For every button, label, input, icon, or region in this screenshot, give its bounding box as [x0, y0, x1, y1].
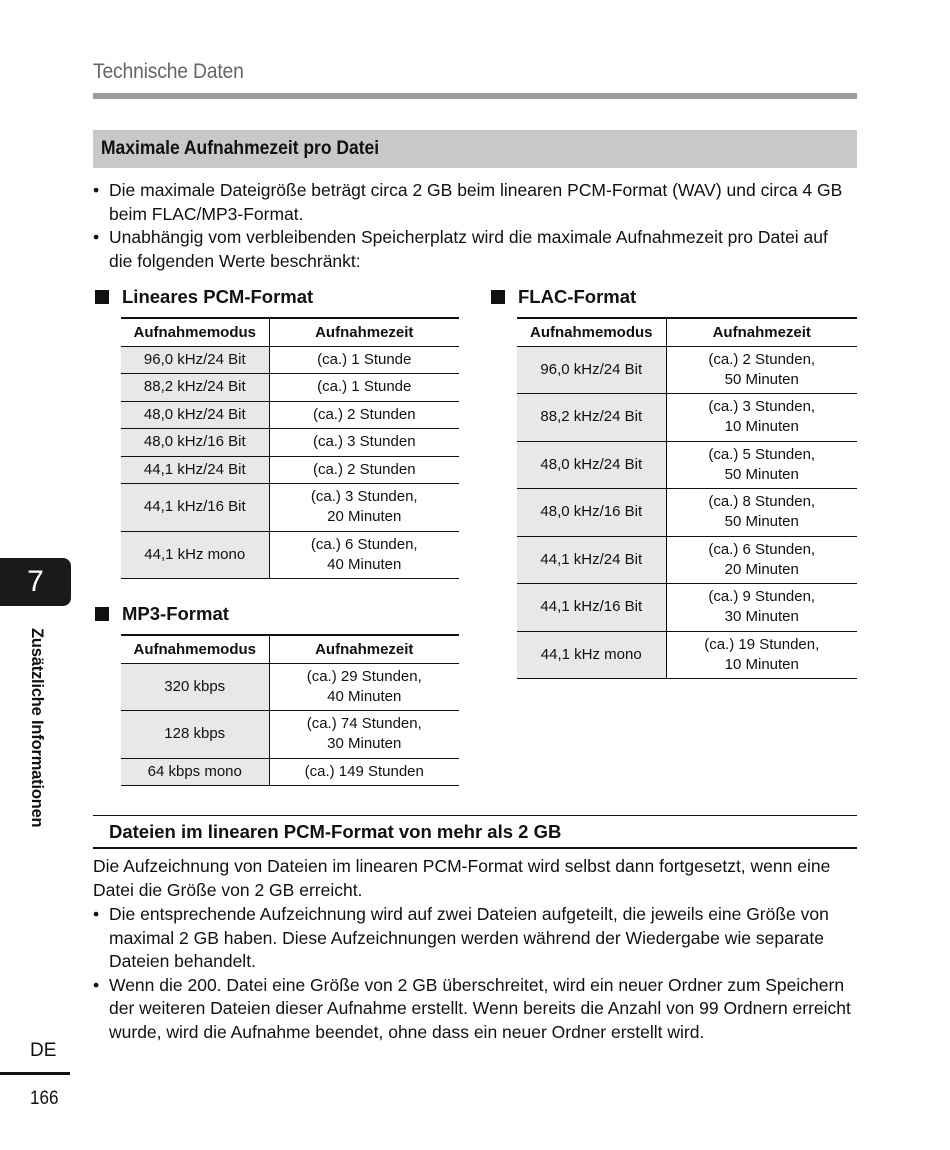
flac-table	[517, 317, 857, 679]
time-line-1: (ca.) 29 Stunden,	[306, 667, 422, 685]
mode-cell: 44,1 kHz mono	[517, 631, 666, 679]
chapter-label-text: Zusätzliche Informationen	[28, 628, 46, 828]
subsection-title: Dateien im linearen PCM-Format von mehr als 2 GB	[109, 820, 562, 842]
time-cell: (ca.) 1 Stunde	[269, 346, 459, 374]
time-cell	[666, 536, 857, 584]
time-line-1: (ca.) 74 Stunden,	[306, 715, 422, 733]
mp3-table	[121, 634, 459, 786]
time-cell	[666, 631, 857, 679]
mp3-heading	[95, 603, 229, 625]
section-title: Maximale Aufnahmezeit pro Datei	[101, 138, 380, 159]
time-line-1: (ca.) 8 Stunden,	[708, 493, 816, 511]
flac-heading-text: FLAC-Format	[518, 286, 637, 307]
pcm-heading-text: Lineares PCM-Format	[122, 286, 314, 307]
table-row	[121, 401, 459, 429]
header-rule	[93, 93, 857, 99]
subsection-heading	[93, 815, 857, 849]
time-cell	[269, 484, 459, 532]
time-cell	[666, 489, 857, 537]
intro-bullet-list	[93, 179, 853, 273]
time-cell	[269, 531, 459, 579]
table-row	[121, 429, 459, 457]
table-row	[517, 441, 857, 489]
page-title: Technische Daten	[93, 60, 244, 83]
time-line-2: 20 Minuten	[724, 560, 799, 578]
table-row	[517, 584, 857, 632]
time-line-1: (ca.) 6 Stunden,	[708, 540, 816, 558]
mode-cell: 88,2 kHz/24 Bit	[517, 394, 666, 442]
column-header-time: Aufnahmezeit	[269, 635, 459, 663]
table-row	[121, 346, 459, 374]
mode-cell: 88,2 kHz/24 Bit	[121, 374, 269, 402]
time-line-1: (ca.) 2 Stunden,	[708, 350, 816, 368]
time-cell	[269, 663, 459, 711]
time-line-2: 30 Minuten	[724, 608, 799, 626]
time-line-2: 40 Minuten	[327, 687, 402, 705]
chapter-tab	[0, 558, 71, 606]
time-line-1: (ca.) 19 Stunden,	[704, 635, 820, 653]
language-label: DE	[30, 1040, 57, 1061]
table-row	[121, 711, 459, 759]
section-heading	[93, 130, 857, 168]
column-header-mode: Aufnahmemodus	[517, 318, 666, 346]
time-line-1: (ca.) 3 Stunden,	[310, 488, 418, 506]
table-row	[121, 374, 459, 402]
time-cell	[666, 584, 857, 632]
time-cell: (ca.) 2 Stunden	[269, 401, 459, 429]
table-row	[121, 456, 459, 484]
subsection-body	[93, 855, 853, 902]
mode-cell: 96,0 kHz/24 Bit	[121, 346, 269, 374]
mode-cell: 320 kbps	[121, 663, 269, 711]
intro-paragraph: Die Aufzeichnung von Dateien im linearen PCM-Format wird selbst dann fortgesetzt, wenn eine Datei die Größe von 2 GB erreicht.	[93, 856, 831, 900]
time-line-1: (ca.) 6 Stunden,	[310, 535, 418, 553]
column-header-mode: Aufnahmemodus	[121, 635, 269, 663]
bullet-item: • Wenn die 200. Datei eine Größe von 2 GB überschreitet, wird ein neuer Ordner zum Speichern der weiteren Dateien dieser Aufnahme erstellt. Wenn bereits die Anzahl von 99 Ordnern erreicht wurde, wird die Aufnahme beendet, ohne dass ein neuer Ordner erstellt wird.	[93, 974, 853, 1045]
column-header-time: Aufnahmezeit	[269, 318, 459, 346]
flac-heading	[491, 286, 636, 308]
subsection-bullet-list	[93, 903, 853, 1044]
table-row	[121, 531, 459, 579]
table-row	[121, 758, 459, 786]
time-cell	[666, 346, 857, 394]
time-line-2: 50 Minuten	[724, 513, 799, 531]
time-line-2: 20 Minuten	[327, 508, 402, 526]
time-line-2: 50 Minuten	[724, 370, 799, 388]
time-line-2: 10 Minuten	[724, 418, 799, 436]
mode-cell: 128 kbps	[121, 711, 269, 759]
pcm-heading	[95, 286, 313, 308]
mode-cell: 44,1 kHz/16 Bit	[517, 584, 666, 632]
footer-rule	[0, 1072, 70, 1075]
mode-cell: 96,0 kHz/24 Bit	[517, 346, 666, 394]
mode-cell: 64 kbps mono	[121, 758, 269, 786]
mode-cell: 48,0 kHz/24 Bit	[121, 401, 269, 429]
bullet-item: • Unabhängig vom verbleibenden Speicherplatz wird die maximale Aufnahmezeit pro Datei auf die folgenden Werte beschränkt:	[93, 226, 853, 273]
time-cell	[666, 394, 857, 442]
mp3-heading-text: MP3-Format	[122, 603, 229, 624]
column-header-mode: Aufnahmemodus	[121, 318, 269, 346]
page-header	[93, 60, 857, 99]
table-row	[517, 394, 857, 442]
time-line-2: 10 Minuten	[724, 655, 799, 673]
time-cell: (ca.) 1 Stunde	[269, 374, 459, 402]
page-number: 166	[30, 1088, 59, 1109]
time-cell	[666, 441, 857, 489]
table-row	[517, 631, 857, 679]
square-bullet-icon	[95, 290, 109, 304]
table-row	[121, 663, 459, 711]
mode-cell: 44,1 kHz/24 Bit	[517, 536, 666, 584]
table-row	[517, 489, 857, 537]
square-bullet-icon	[491, 290, 505, 304]
time-line-1: (ca.) 9 Stunden,	[708, 588, 816, 606]
pcm-table	[121, 317, 459, 579]
table-row	[517, 536, 857, 584]
chapter-side-label	[27, 628, 51, 858]
bullet-item: • Die maximale Dateigröße beträgt circa 2 GB beim linearen PCM-Format (WAV) und circa 4 GB beim FLAC/MP3-Format.	[93, 179, 853, 226]
table-row	[517, 346, 857, 394]
time-line-2: 50 Minuten	[724, 465, 799, 483]
chapter-number: 7	[27, 565, 44, 598]
column-header-time: Aufnahmezeit	[666, 318, 857, 346]
mode-cell: 44,1 kHz/24 Bit	[121, 456, 269, 484]
time-cell: (ca.) 2 Stunden	[269, 456, 459, 484]
time-line-1: (ca.) 3 Stunden,	[708, 398, 816, 416]
time-line-2: 40 Minuten	[327, 555, 402, 573]
mode-cell: 48,0 kHz/16 Bit	[121, 429, 269, 457]
time-cell	[269, 711, 459, 759]
mode-cell: 48,0 kHz/16 Bit	[517, 489, 666, 537]
mode-cell: 44,1 kHz mono	[121, 531, 269, 579]
time-line-1: (ca.) 5 Stunden,	[708, 445, 816, 463]
time-line-2: 30 Minuten	[327, 735, 402, 753]
time-cell: (ca.) 149 Stunden	[269, 758, 459, 786]
square-bullet-icon	[95, 607, 109, 621]
time-cell: (ca.) 3 Stunden	[269, 429, 459, 457]
bullet-item: • Die entsprechende Aufzeichnung wird auf zwei Dateien aufgeteilt, die jeweils eine Größe von maximal 2 GB haben. Diese Aufzeichnungen werden während der Wiedergabe wie separate Dateien behandelt.	[93, 903, 853, 974]
table-row	[121, 484, 459, 532]
mode-cell: 48,0 kHz/24 Bit	[517, 441, 666, 489]
mode-cell: 44,1 kHz/16 Bit	[121, 484, 269, 532]
